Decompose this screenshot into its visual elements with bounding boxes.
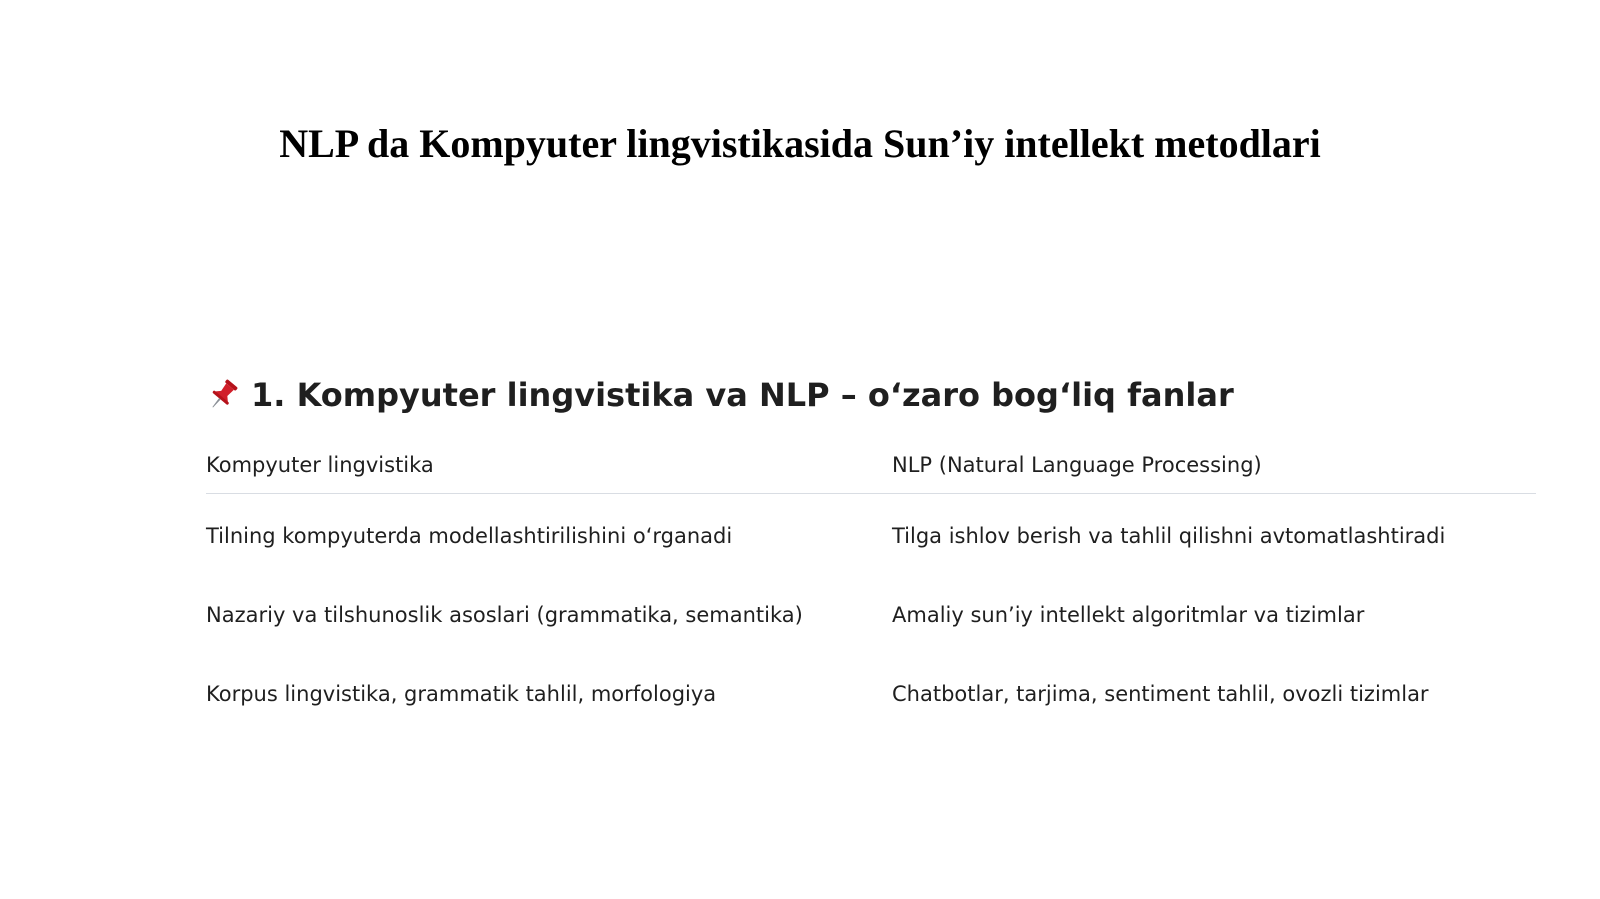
table-row <box>206 654 1536 733</box>
column-header-kompyuter-lingvistika: Kompyuter lingvistika <box>206 437 892 494</box>
section-heading-text: 1. Kompyuter lingvistika va NLP – o‘zaro bog‘liq fanlar <box>251 376 1234 414</box>
table-cell: Tilga ishlov berish va tahlil qilishni avtomatlashtiradi <box>892 523 1446 548</box>
table-cell: Tilning kompyuterda modellashtirilishini o‘rganadi <box>206 523 733 548</box>
section-heading <box>205 372 1234 418</box>
column-header-nlp: NLP (Natural Language Processing) <box>892 437 1536 494</box>
comparison-table <box>206 437 1536 733</box>
table-cell: Amaliy sun’iy intellekt algoritmlar va tizimlar <box>892 602 1365 627</box>
table-header-row <box>206 437 1536 494</box>
table-row <box>206 575 1536 654</box>
table-cell: Chatbotlar, tarjima, sentiment tahlil, ovozli tizimlar <box>892 681 1429 706</box>
table-row <box>206 494 1536 576</box>
slide-title: NLP da Kompyuter lingvistikasida Sun’iy intellekt metodlari <box>279 121 1321 166</box>
pushpin-icon <box>205 377 241 413</box>
table-cell: Nazariy va tilshunoslik asoslari (grammatika, semantika) <box>206 602 803 627</box>
table-cell: Korpus lingvistika, grammatik tahlil, morfologiya <box>206 681 717 706</box>
